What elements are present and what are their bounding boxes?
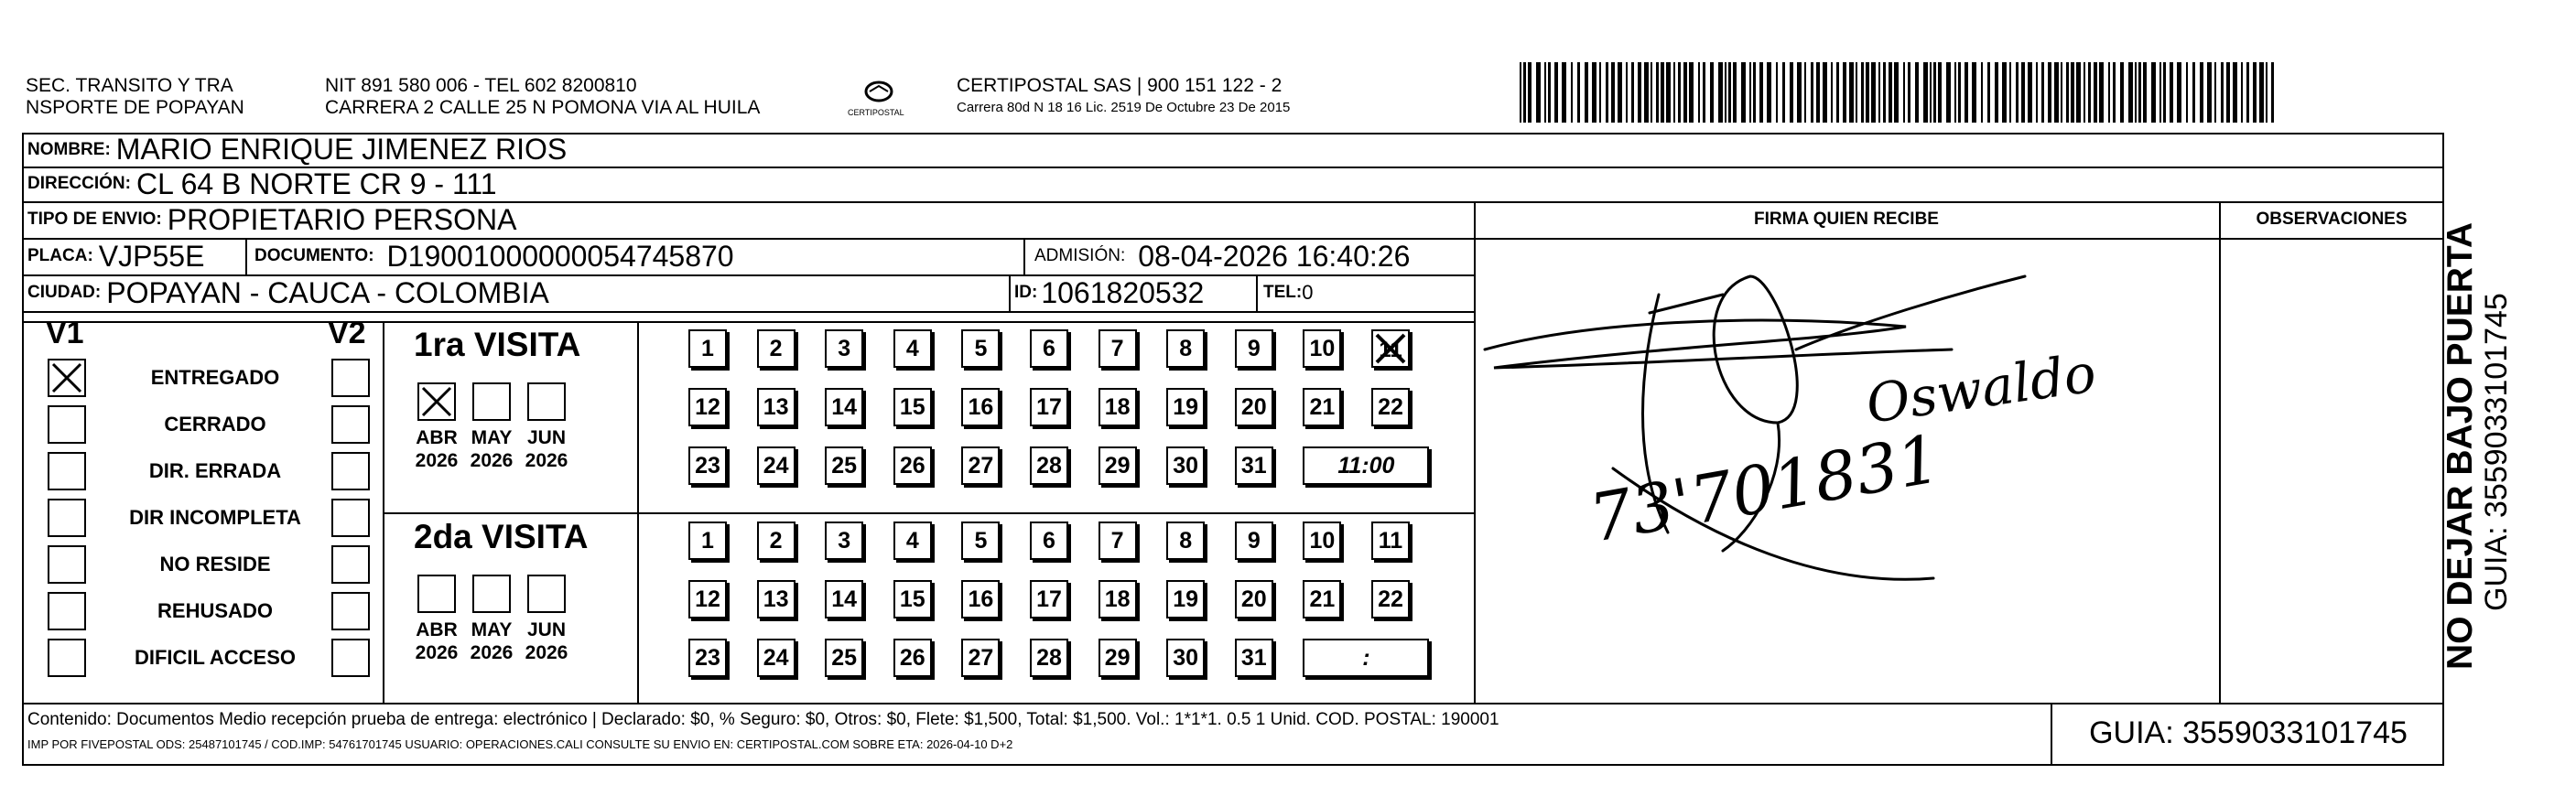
first-visit-day-box[interactable]: 17 [1030, 388, 1068, 426]
col-line [245, 238, 247, 274]
second-visit-day-box[interactable]: 5 [961, 522, 1000, 560]
status-label: REHUSADO [157, 599, 273, 622]
placa-value: VJP55E [98, 239, 205, 273]
month-name: JUN [526, 427, 566, 448]
signature-name: Oswaldo [1862, 341, 2100, 436]
tipo-value: PROPIETARIO PERSONA [167, 202, 517, 236]
barcode-bar [1831, 62, 1833, 123]
first-visit-day-box[interactable]: 24 [757, 446, 796, 485]
guia-box: GUIA: 3559033101745 [2089, 715, 2408, 750]
barcode-bar [2271, 62, 2274, 123]
row-line [22, 311, 1474, 313]
second-visit-time-box[interactable]: : [1303, 639, 1429, 677]
barcode-bar [2009, 62, 2011, 123]
first-visit-day-box[interactable]: 13 [757, 388, 796, 426]
barcode-bar [2036, 62, 2038, 123]
barcode-bar [1661, 62, 1664, 123]
tel-field: TEL: 0 [1263, 281, 1314, 304]
barcode-bar [1946, 62, 1951, 123]
barcode-bar [2016, 62, 2019, 123]
barcode-bar [2002, 62, 2007, 123]
documento-value: D19001000000054745870 [386, 239, 734, 273]
barcode-bar [2088, 62, 2091, 123]
barcode-bar [1562, 62, 1566, 123]
second-visit-day-box[interactable]: 14 [825, 580, 863, 618]
barcode-bar [1938, 62, 1942, 123]
first-visit-day-box[interactable]: 29 [1099, 446, 1137, 485]
row-line [22, 321, 1474, 323]
v1-checkbox[interactable] [48, 452, 86, 490]
barcode-bar [1782, 62, 1785, 123]
barcode-bar [1759, 62, 1763, 123]
col-line [1256, 274, 1258, 311]
barcode-bar [2170, 62, 2173, 123]
barcode-bar [1728, 62, 1731, 123]
first-visit-day-box[interactable]: 10 [1303, 329, 1341, 368]
barcode-bar [2192, 62, 2195, 123]
v2-checkbox[interactable] [331, 545, 370, 584]
barcode-bar [1592, 62, 1596, 123]
admision-field: ADMISIÓN: 08-04-2026 16:40:26 [1034, 239, 1411, 273]
company-info: CERTIPOSTAL SAS | 900 151 122 - 2 Carrera 80d N 18 16 Lic. 2519 De Octubre 23 De 2015 [957, 75, 1291, 115]
admision-value: 08-04-2026 16:40:26 [1138, 239, 1411, 273]
second-visit-day-box[interactable]: 18 [1099, 580, 1137, 618]
second-visit-day-box[interactable]: 26 [893, 639, 932, 677]
col-line [2219, 201, 2221, 704]
side-guia: GUIA: 3559033101745 [2479, 293, 2514, 611]
second-visit-day-box[interactable]: 9 [1235, 522, 1273, 560]
second-visit-day-box[interactable]: 2 [757, 522, 796, 560]
barcode-bar [2108, 62, 2110, 123]
month-name: MAY [471, 619, 513, 640]
barcode-bar [1718, 62, 1723, 123]
barcode-bar [1577, 62, 1580, 123]
barcode-bar [1923, 62, 1928, 123]
first-visit-day-box[interactable]: 15 [893, 388, 932, 426]
status-label: DIR INCOMPLETA [129, 506, 301, 529]
barcode-bar [2200, 62, 2203, 123]
v1-label: V1 [46, 316, 84, 350]
col-line [1023, 238, 1025, 274]
ciudad-field: CIUDAD: POPAYAN - CAUCA - COLOMBIA [27, 275, 549, 309]
second-visit-day-box[interactable]: 7 [1099, 522, 1137, 560]
first-visit-day-box[interactable]: 3 [825, 329, 863, 368]
first-visit-day-box[interactable]: 1 [688, 329, 727, 368]
second-visit-month-label [519, 618, 574, 664]
month-name: MAY [471, 427, 513, 448]
first-visit-day-box[interactable]: 16 [961, 388, 1000, 426]
barcode-bar [1767, 62, 1771, 123]
second-visit-day-box[interactable]: 12 [688, 580, 727, 618]
v2-checkbox[interactable] [331, 639, 370, 677]
svg-text:CERTIPOSTAL: CERTIPOSTAL [848, 108, 904, 117]
month-year: 2026 [470, 450, 514, 471]
month-name: JUN [526, 619, 566, 640]
signature-area [1476, 240, 2217, 702]
v2-checkbox[interactable] [331, 592, 370, 630]
barcode-bar [1666, 62, 1671, 123]
barcode-bar [1703, 62, 1705, 123]
svg-text:11: 11 [1379, 338, 1402, 362]
barcode-bar [1816, 62, 1820, 123]
second-visit-month-label [409, 618, 464, 664]
direccion-row: DIRECCIÓN: CL 64 B NORTE CR 9 - 111 [27, 167, 497, 200]
second-visit-month-checkbox[interactable] [527, 575, 566, 613]
v1-checkbox[interactable] [48, 592, 86, 630]
second-visit-month-label [464, 618, 519, 664]
barcode-bar [1638, 62, 1641, 123]
ciudad-value: POPAYAN - CAUCA - COLOMBIA [106, 275, 549, 309]
barcode-bar [1733, 62, 1737, 123]
x-mark-icon [419, 384, 454, 419]
barcode-bar [1689, 62, 1694, 123]
month-year: 2026 [415, 450, 459, 471]
second-visit-month-checkbox[interactable] [472, 575, 511, 613]
barcode-bar [1981, 62, 1983, 123]
barcode-bar [1710, 62, 1714, 123]
barcode-bar [2246, 62, 2249, 123]
barcode-bar [2207, 62, 2212, 123]
second-visit-day-box[interactable]: 21 [1303, 580, 1341, 618]
barcode-bar [1618, 62, 1622, 123]
barcode-bar [1571, 62, 1573, 123]
firma-header: FIRMA QUIEN RECIBE [1754, 210, 1939, 229]
footer-content: Contenido: Documentos Medio recepción prueba de entrega: electrónico | Declarado: $0, % Seguro: $0, Otros: $0, Flete: $1,500, Total: $1,500. Vol.: 1*1*1. 0.5 1 Unid. COD. POSTAL: 190001 [27, 710, 1499, 729]
first-visit-day-box[interactable]: 14 [825, 388, 863, 426]
second-visit-day-box[interactable]: 20 [1235, 580, 1273, 618]
barcode-bar [2113, 62, 2116, 123]
barcode-bar [1520, 62, 1521, 123]
first-visit-day-box[interactable]: 20 [1235, 388, 1273, 426]
col-line [1009, 274, 1011, 311]
first-visit-month-label [464, 426, 519, 472]
barcode-bar [1790, 62, 1793, 123]
barcode-bar [1954, 62, 1956, 123]
first-visit-day-box[interactable]: 30 [1166, 446, 1205, 485]
barcode-bar [2159, 62, 2161, 123]
first-visit-day-box[interactable]: 5 [961, 329, 1000, 368]
status-label: DIFICIL ACCESO [134, 646, 296, 669]
barcode-bar [1698, 62, 1700, 123]
first-visit-day-box[interactable]: 19 [1166, 388, 1205, 426]
frame-left [22, 133, 24, 766]
month-year: 2026 [525, 642, 568, 663]
first-visit-day-box[interactable]: 23 [688, 446, 727, 485]
barcode-bar [1683, 62, 1687, 123]
barcode-bar [2094, 62, 2097, 123]
first-visit-month-checkbox[interactable] [527, 382, 566, 421]
barcode-bar [1804, 62, 1806, 123]
barcode-bar [2084, 62, 2085, 123]
first-visit-day-box[interactable]: 6 [1030, 329, 1068, 368]
barcode-bar [2143, 62, 2147, 123]
barcode-bar [2186, 62, 2188, 123]
second-visit-day-box[interactable]: 11 [1371, 522, 1410, 560]
first-visit-day-box[interactable] [1371, 329, 1410, 368]
barcode-bar [1776, 62, 1778, 123]
barcode-bar [1528, 62, 1532, 123]
barcode-bar [2163, 62, 2166, 123]
barcode-bar [2054, 62, 2059, 123]
first-visit-title: 1ra VISITA [414, 326, 581, 363]
direccion-value: CL 64 B NORTE CR 9 - 111 [135, 167, 497, 200]
first-visit-month-checkbox[interactable] [417, 382, 456, 421]
barcode-bar [2076, 62, 2081, 123]
barcode-bar [1631, 62, 1634, 123]
v1-checkbox[interactable] [48, 545, 86, 584]
barcode-bar [1606, 62, 1608, 123]
id-value: 1061820532 [1041, 275, 1205, 309]
documento-field: DOCUMENTO: D19001000000054745870 [254, 239, 734, 273]
second-visit-day-box[interactable]: 25 [825, 639, 863, 677]
first-visit-month-label [409, 426, 464, 472]
barcode-bar [1678, 62, 1681, 123]
barcode-bar [1843, 62, 1846, 123]
second-visit-day-box[interactable]: 30 [1166, 639, 1205, 677]
barcode-bar [2021, 62, 2025, 123]
barcode-bar [2071, 62, 2074, 123]
v2-label: V2 [328, 316, 366, 350]
barcode-bar [1883, 62, 1886, 123]
first-visit-day-box[interactable]: 21 [1303, 388, 1341, 426]
barcode-bar [2221, 62, 2224, 123]
footer-bottom [22, 764, 2444, 766]
id-field: ID: 1061820532 [1014, 275, 1205, 309]
second-visit-day-box[interactable]: 6 [1030, 522, 1068, 560]
barcode-bar [1908, 62, 1910, 123]
status-label: NO RESIDE [159, 553, 271, 575]
barcode-bar [1871, 62, 1876, 123]
month-year: 2026 [415, 642, 459, 663]
second-visit-day-box[interactable]: 4 [893, 522, 932, 560]
second-visit-day-box[interactable]: 16 [961, 580, 1000, 618]
barcode-bar [1972, 62, 1976, 123]
v2-checkbox[interactable] [331, 499, 370, 537]
barcode-bar [1856, 62, 1857, 123]
barcode-bar [1725, 62, 1726, 123]
barcode-bar [2253, 62, 2257, 123]
barcode-bar [1861, 62, 1864, 123]
v1-checkbox[interactable] [48, 499, 86, 537]
status-label: CERRADO [164, 413, 266, 436]
second-visit-day-box[interactable]: 8 [1166, 522, 1205, 560]
barcode-bar [1889, 62, 1892, 123]
barcode-bar [1599, 62, 1601, 123]
signature-number: 73'701831 [1584, 419, 1946, 557]
visit-divider [383, 512, 1474, 514]
second-visit-day-box[interactable]: 13 [757, 580, 796, 618]
month-year: 2026 [470, 642, 514, 663]
month-year: 2026 [525, 450, 568, 471]
month-name: ABR [416, 619, 458, 640]
issuer-contact: NIT 891 580 006 - TEL 602 8200810 CARRERA 2 CALLE 25 N POMONA VIA AL HUILA [325, 75, 761, 118]
v1-checkbox[interactable] [48, 359, 86, 397]
status-label: DIR. ERRADA [148, 459, 282, 482]
v1-checkbox[interactable] [48, 405, 86, 444]
barcode-bar [2233, 62, 2237, 123]
v1-checkbox[interactable] [48, 639, 86, 677]
x-mark-icon [1373, 331, 1408, 366]
second-visit-day-box[interactable]: 19 [1166, 580, 1205, 618]
barcode-bar [1823, 62, 1827, 123]
barcode-bar [1987, 62, 1990, 123]
v2-checkbox[interactable] [331, 359, 370, 397]
v2-checkbox[interactable] [331, 405, 370, 444]
barcode-bar [1753, 62, 1756, 123]
barcode-bar [1544, 62, 1546, 123]
barcode-bar [2041, 62, 2044, 123]
second-visit-day-box[interactable]: 24 [757, 639, 796, 677]
month-name: ABR [416, 427, 458, 448]
v2-checkbox[interactable] [331, 452, 370, 490]
tipo-row: TIPO DE ENVIO: PROPIETARIO PERSONA [27, 202, 517, 236]
barcode-bar [1878, 62, 1880, 123]
second-visit-day-box[interactable]: 22 [1371, 580, 1410, 618]
barcode-bar [2138, 62, 2141, 123]
second-visit-month-checkbox[interactable] [417, 575, 456, 613]
footer-print-info: IMP POR FIVEPOSTAL ODS: 25487101745 / COD.IMP: 54761701745 USUARIO: OPERACIONES.CALI CONSULTE SU ENVIO EN: CERTIPOSTAL.COM SOBRE ETA: 2026-04-10 D+2 [27, 737, 1013, 751]
first-visit-day-box[interactable]: 7 [1099, 329, 1137, 368]
second-visit-day-box[interactable]: 31 [1235, 639, 1273, 677]
first-visit-day-box[interactable]: 22 [1371, 388, 1410, 426]
barcode-bar [1673, 62, 1675, 123]
barcode-bar [1930, 62, 1932, 123]
nombre-value: MARIO ENRIQUE JIMENEZ RIOS [115, 133, 568, 166]
barcode-bar [1836, 62, 1839, 123]
barcode-bar [1548, 62, 1551, 123]
barcode-bar [1894, 62, 1899, 123]
barcode-bar [2151, 62, 2156, 123]
first-visit-month-label [519, 426, 574, 472]
barcode-bar [1915, 62, 1919, 123]
nombre-row: NOMBRE: MARIO ENRIQUE JIMENEZ RIOS [27, 133, 568, 166]
issuer-name: SEC. TRANSITO Y TRA NSPORTE DE POPAYAN [26, 75, 244, 118]
barcode-bar [1995, 62, 1998, 123]
status-label: ENTREGADO [150, 366, 280, 389]
barcode-bar [1554, 62, 1558, 123]
barcode-bar [1849, 62, 1854, 123]
barcode-bar [1626, 62, 1628, 123]
second-visit-day-box[interactable]: 17 [1030, 580, 1068, 618]
x-mark-icon [49, 360, 84, 395]
first-visit-day-box[interactable]: 31 [1235, 446, 1273, 485]
first-visit-day-box[interactable]: 4 [893, 329, 932, 368]
barcode-bar [1866, 62, 1869, 123]
barcode-bar [1933, 62, 1936, 123]
barcode-bar [2061, 62, 2062, 123]
tel-value: 0 [1302, 281, 1314, 304]
barcode-bar [1797, 62, 1802, 123]
certipostal-logo [842, 75, 926, 119]
barcode-bar [2259, 62, 2264, 123]
first-visit-day-box[interactable]: 25 [825, 446, 863, 485]
second-visit-day-box[interactable]: 10 [1303, 522, 1341, 560]
barcode-bar [1536, 62, 1541, 123]
barcode-bar [2266, 62, 2268, 123]
second-visit-day-box[interactable]: 15 [893, 580, 932, 618]
col-line [2051, 703, 2052, 766]
barcode-bar [2120, 62, 2124, 123]
placa-field: PLACA: VJP55E [27, 239, 205, 273]
second-visit-day-box[interactable]: 28 [1030, 639, 1068, 677]
barcode-bar [2135, 62, 2137, 123]
barcode-bar [1656, 62, 1659, 123]
barcode-bar [1523, 62, 1526, 123]
second-visit-title: 2da VISITA [414, 518, 589, 555]
barcode [1520, 62, 2276, 123]
barcode-bar [1741, 62, 1746, 123]
first-visit-day-box[interactable]: 9 [1235, 329, 1273, 368]
second-visit-day-box[interactable]: 23 [688, 639, 727, 677]
barcode-bar [2028, 62, 2032, 123]
second-visit-day-box[interactable]: 29 [1099, 639, 1137, 677]
barcode-bar [1644, 62, 1649, 123]
barcode-bar [1903, 62, 1905, 123]
barcode-bar [1611, 62, 1615, 123]
first-visit-day-box[interactable]: 2 [757, 329, 796, 368]
barcode-bar [1749, 62, 1751, 123]
second-visit-day-box[interactable]: 27 [961, 639, 1000, 677]
barcode-bar [2226, 62, 2230, 123]
barcode-bar [2177, 62, 2181, 123]
first-visit-day-box[interactable]: 18 [1099, 388, 1137, 426]
first-visit-day-box[interactable]: 27 [961, 446, 1000, 485]
barcode-bar [1651, 62, 1652, 123]
first-visit-month-checkbox[interactable] [472, 382, 511, 421]
first-visit-day-box[interactable]: 28 [1030, 446, 1068, 485]
first-visit-day-box[interactable]: 8 [1166, 329, 1205, 368]
first-visit-day-box[interactable]: 26 [893, 446, 932, 485]
barcode-bar [2099, 62, 2104, 123]
barcode-bar [2214, 62, 2216, 123]
first-visit-day-box[interactable]: 12 [688, 388, 727, 426]
observaciones-header: OBSERVACIONES [2256, 210, 2408, 229]
barcode-bar [1585, 62, 1588, 123]
barcode-bar [2241, 62, 2243, 123]
barcode-bar [1811, 62, 1813, 123]
second-visit-day-box[interactable]: 1 [688, 522, 727, 560]
barcode-bar [2066, 62, 2069, 123]
second-visit-day-box[interactable]: 3 [825, 522, 863, 560]
barcode-bar [2128, 62, 2133, 123]
barcode-bar [1964, 62, 1968, 123]
barcode-bar [2048, 62, 2051, 123]
barcode-bar [1958, 62, 1961, 123]
no-dejar-warning: NO DEJAR BAJO PUERTA [2441, 221, 2480, 670]
first-visit-time-box[interactable]: 11:00 [1303, 446, 1429, 485]
